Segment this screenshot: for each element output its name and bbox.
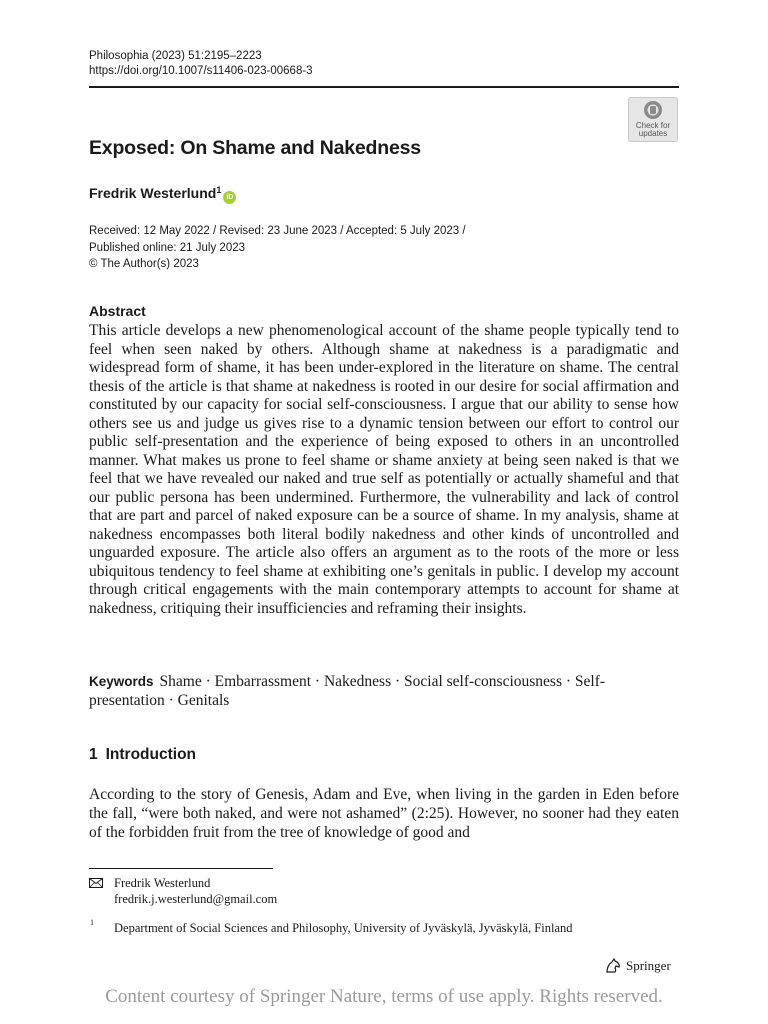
- contact-email[interactable]: fredrik.j.westerlund@gmail.com: [114, 892, 278, 906]
- header-rule: [89, 86, 679, 88]
- journal-citation: [89, 49, 313, 79]
- springer-horse-icon: [604, 958, 622, 974]
- orcid-icon[interactable]: iD: [223, 191, 236, 204]
- section-number: 1: [89, 746, 98, 763]
- keywords-text: Shame · Embarrassment · Nakedness · Social self-consciousness · Self-presentation · Genitals: [89, 673, 606, 709]
- section-title: Introduction: [105, 746, 197, 763]
- springer-logo: [604, 958, 671, 974]
- doi-link[interactable]: https://doi.org/10.1007/s11406-023-00668-3: [89, 65, 313, 77]
- article-title: Exposed: On Shame and Nakedness: [89, 137, 421, 159]
- abstract-heading: Abstract: [89, 303, 146, 319]
- dates-line2: Published online: 21 July 2023: [89, 241, 246, 254]
- journal-line: Philosophia (2023) 51:2195–2223: [89, 50, 262, 62]
- check-updates-line2: updates: [638, 129, 668, 138]
- keywords-heading: Keywords: [89, 674, 154, 689]
- section-heading: [89, 746, 196, 764]
- mail-icon: [89, 878, 103, 888]
- springer-wordmark: Springer: [626, 958, 671, 973]
- author-line: [89, 185, 236, 204]
- courtesy-notice: Content courtesy of Springer Nature, terms of use apply. Rights reserved.: [105, 986, 663, 1007]
- contact-name: Fredrik Westerlund: [114, 876, 211, 890]
- section-text: According to the story of Genesis, Adam and Eve, when living in the garden in Eden before the fall, “were both naked, and were not ashamed” (2:25). However, no sooner had they eaten of the forbidden fruit from the tree of knowledge of good and: [89, 786, 679, 841]
- check-updates-line1: Check for: [635, 121, 671, 130]
- affiliation-sup: 1: [90, 918, 94, 927]
- keywords: [89, 673, 679, 710]
- footnote-rule: [89, 868, 273, 869]
- check-updates-icon: [643, 100, 663, 120]
- publication-dates: [89, 223, 466, 273]
- abstract-text: This article develops a new phenomenological account of the shame people typically tend to feel when seen naked by others. Although shame at nakedness is a paradigmatic and widespread form of shame, it has been under-explored in the literature on shame. The central thesis of the article is that shame at nakedness is rooted in our desire for social affirmation and constituted by our capacity for social self-consciousness. I argue that our ability to sense how others see us and judge us gives rise to a dynamic tension between our effort to control our public self-presentation and the experience of being exposed to others in an uncontrolled manner. What makes us prone to feel shame or shame anxiety at being seen naked is that we feel that we have revealed our naked and true self as potentially or actually shameful and that our public persona has been undermined. Furthermore, the vulnerability and lack of control that are part and parcel of naked exposure can be a source of shame. In my analysis, shame at nakedness encompasses both literal bodily nakedness and other kinds of uncontrolled and unguarded exposure. The article also offers an argument as to the roots of the more or less ubiquitous tendency to feel shame at exhibiting one’s genitals in public. I develop my account through critical engagements with the main contemporary attempts to account for shame at nakedness, critiquing their insufficiencies and reframing their insights.: [89, 322, 679, 617]
- check-for-updates-badge[interactable]: [628, 97, 678, 142]
- author-name[interactable]: Fredrik Westerlund: [89, 185, 217, 201]
- author-affiliation-sup: 1: [216, 185, 222, 195]
- copyright: © The Author(s) 2023: [89, 258, 199, 270]
- affiliation-text: Department of Social Sciences and Philosophy, University of Jyväskylä, Jyväskylä, Finland: [114, 921, 573, 935]
- dates-line1: Received: 12 May 2022 / Revised: 23 June 2023 / Accepted: 5 July 2023 /: [89, 225, 466, 237]
